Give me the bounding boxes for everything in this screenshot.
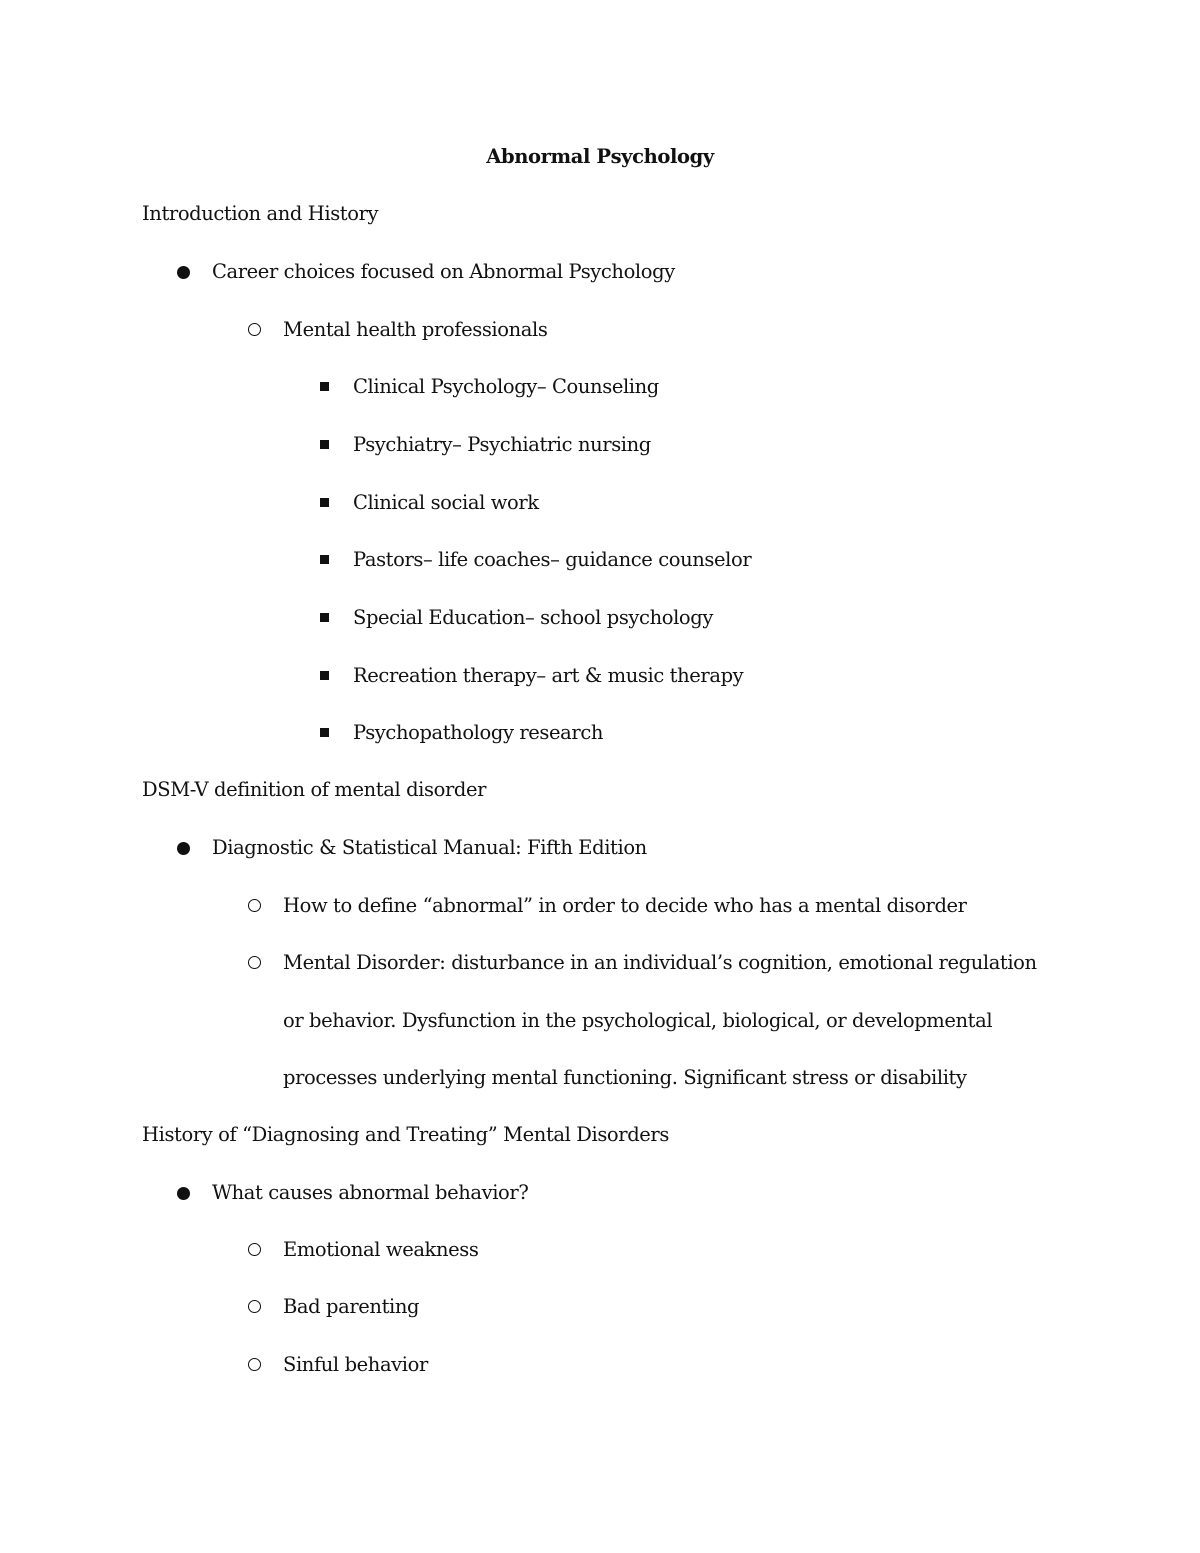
square-bullet-icon — [320, 440, 329, 449]
list-item-continuation: or behavior. Dysfunction in the psychological, biological, or developmental — [283, 1009, 993, 1032]
list-item-level3: Psychopathology research — [353, 721, 603, 744]
list-item-level2: Mental Disorder: disturbance in an individual’s cognition, emotional regulation — [283, 951, 1037, 974]
list-item-level1: Career choices focused on Abnormal Psychology — [212, 260, 675, 283]
section-heading-dsm: DSM-V definition of mental disorder — [142, 778, 487, 801]
list-item-level2: How to define “abnormal” in order to decide who has a mental disorder — [283, 894, 967, 917]
list-item-level2: Sinful behavior — [283, 1353, 428, 1376]
disc-bullet-icon — [177, 1187, 190, 1200]
list-item-level1: What causes abnormal behavior? — [212, 1181, 529, 1204]
circle-bullet-icon — [248, 323, 261, 336]
list-item-continuation: processes underlying mental functioning. Significant stress or disability — [283, 1066, 967, 1089]
list-item-level2: Bad parenting — [283, 1295, 420, 1318]
square-bullet-icon — [320, 728, 329, 737]
circle-bullet-icon — [248, 1243, 261, 1256]
list-item-level2: Mental health professionals — [283, 318, 548, 341]
disc-bullet-icon — [177, 266, 190, 279]
list-item-level3: Clinical Psychology– Counseling — [353, 375, 659, 398]
circle-bullet-icon — [248, 1300, 261, 1313]
circle-bullet-icon — [248, 1358, 261, 1371]
disc-bullet-icon — [177, 842, 190, 855]
circle-bullet-icon — [248, 899, 261, 912]
list-item-level3: Clinical social work — [353, 491, 539, 514]
list-item-level3: Recreation therapy– art & music therapy — [353, 664, 744, 687]
list-item-level3: Special Education– school psychology — [353, 606, 713, 629]
square-bullet-icon — [320, 498, 329, 507]
square-bullet-icon — [320, 613, 329, 622]
section-heading-introduction: Introduction and History — [142, 202, 379, 225]
document-title: Abnormal Psychology — [486, 145, 714, 168]
list-item-level1: Diagnostic & Statistical Manual: Fifth Edition — [212, 836, 647, 859]
square-bullet-icon — [320, 382, 329, 391]
section-heading-history: History of “Diagnosing and Treating” Mental Disorders — [142, 1123, 669, 1146]
list-item-level2: Emotional weakness — [283, 1238, 479, 1261]
circle-bullet-icon — [248, 956, 261, 969]
list-item-level3: Psychiatry– Psychiatric nursing — [353, 433, 651, 456]
square-bullet-icon — [320, 671, 329, 680]
list-item-level3: Pastors– life coaches– guidance counselor — [353, 548, 752, 571]
square-bullet-icon — [320, 555, 329, 564]
